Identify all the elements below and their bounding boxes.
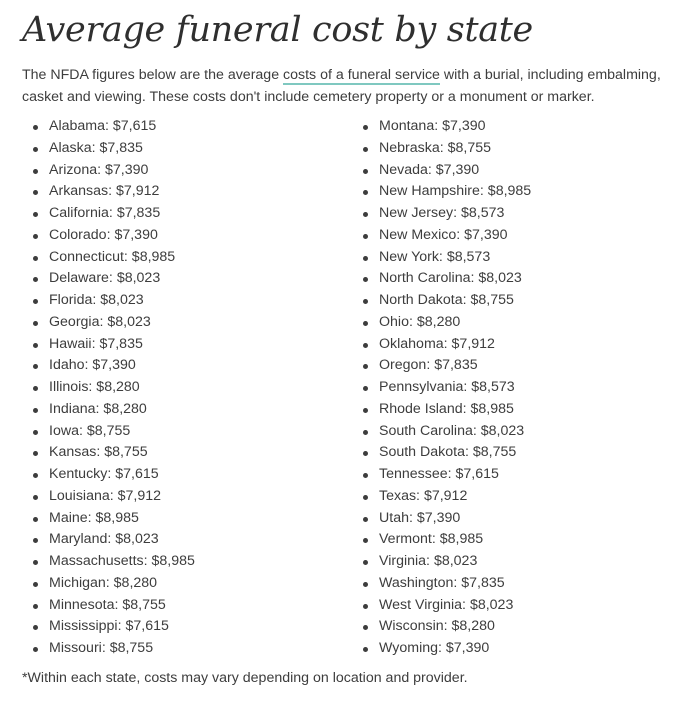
bullet-icon xyxy=(363,190,368,195)
bullet-icon xyxy=(33,604,38,609)
intro-text-after: with a burial, including embalming, casket and viewing. These costs don't include cemetery property or a monument or marker. xyxy=(22,67,661,105)
list-item xyxy=(30,247,195,269)
list-item xyxy=(360,421,531,443)
list-item xyxy=(30,442,195,464)
list-item xyxy=(360,355,531,377)
list-item xyxy=(30,486,195,508)
state-cost-text: Virginia: $8,023 xyxy=(379,553,478,569)
bullet-icon xyxy=(363,625,368,630)
list-item xyxy=(30,551,195,573)
bullet-icon xyxy=(363,604,368,609)
state-cost-text: North Dakota: $8,755 xyxy=(379,292,514,308)
bullet-icon xyxy=(33,386,38,391)
bullet-icon xyxy=(363,212,368,217)
state-cost-text: Rhode Island: $8,985 xyxy=(379,400,514,417)
list-item xyxy=(360,290,531,312)
state-list-right xyxy=(360,116,531,660)
bullet-icon xyxy=(33,277,38,282)
list-item xyxy=(360,203,531,225)
bullet-icon xyxy=(363,234,368,239)
bullet-icon xyxy=(33,364,38,369)
state-cost-text: Texas: $7,912 xyxy=(379,487,468,504)
state-cost-text: Tennessee: $7,615 xyxy=(379,466,499,482)
state-cost-text: Florida: $8,023 xyxy=(49,292,144,308)
state-cost-lists xyxy=(22,116,682,656)
list-item xyxy=(360,247,531,269)
list-item xyxy=(360,616,531,638)
page-title: Average funeral cost by state xyxy=(22,10,533,50)
list-item xyxy=(360,377,531,399)
bullet-icon xyxy=(33,451,38,456)
bullet-icon xyxy=(33,190,38,195)
state-cost-text: Montana: $7,390 xyxy=(379,118,486,134)
state-cost-text: South Carolina: $8,023 xyxy=(379,422,525,439)
state-cost-text: Massachusetts: $8,985 xyxy=(49,553,195,569)
bullet-icon xyxy=(363,451,368,456)
list-item xyxy=(30,334,195,356)
list-item xyxy=(360,464,531,486)
list-item xyxy=(30,355,195,377)
bullet-icon xyxy=(33,321,38,326)
bullet-icon xyxy=(33,560,38,565)
list-item xyxy=(30,595,195,617)
bullet-icon xyxy=(363,582,368,587)
bullet-icon xyxy=(363,647,368,652)
intro-text-before: The NFDA figures below are the average xyxy=(22,67,284,83)
state-cost-text: Alaska: $7,835 xyxy=(49,139,143,156)
list-item xyxy=(360,160,531,182)
bullet-icon xyxy=(33,495,38,500)
bullet-icon xyxy=(33,625,38,630)
state-cost-text: Oklahoma: $7,912 xyxy=(379,335,495,352)
state-cost-text: Missouri: $8,755 xyxy=(49,640,154,656)
state-cost-text: Ohio: $8,280 xyxy=(379,313,461,330)
list-item xyxy=(30,268,195,290)
list-item xyxy=(30,203,195,225)
state-cost-text: Arkansas: $7,912 xyxy=(49,183,160,200)
bullet-icon xyxy=(363,169,368,174)
list-item xyxy=(30,138,195,160)
state-cost-text: Kansas: $8,755 xyxy=(49,444,148,461)
bullet-icon xyxy=(363,256,368,261)
bullet-icon xyxy=(33,517,38,522)
state-cost-text: New Hampshire: $8,985 xyxy=(379,183,532,200)
bullet-icon xyxy=(363,430,368,435)
bullet-icon xyxy=(33,299,38,304)
list-item xyxy=(30,160,195,182)
bullet-icon xyxy=(363,408,368,413)
list-item xyxy=(30,377,195,399)
state-cost-text: Michigan: $8,280 xyxy=(49,574,158,591)
bullet-icon xyxy=(363,343,368,348)
state-cost-text: Idaho: $7,390 xyxy=(49,357,136,374)
list-item xyxy=(360,334,531,356)
bullet-icon xyxy=(33,256,38,261)
state-cost-text: Maine: $8,985 xyxy=(49,509,139,526)
list-item xyxy=(30,399,195,421)
list-item xyxy=(30,638,195,660)
list-item xyxy=(360,638,531,660)
bullet-icon xyxy=(363,299,368,304)
list-item xyxy=(360,595,531,617)
state-cost-text: Kentucky: $7,615 xyxy=(49,466,159,482)
list-item xyxy=(360,529,531,551)
state-cost-text: Minnesota: $8,755 xyxy=(49,596,166,613)
list-item xyxy=(360,551,531,573)
bullet-icon xyxy=(33,582,38,587)
bullet-icon xyxy=(363,321,368,326)
bullet-icon xyxy=(363,364,368,369)
bullet-icon xyxy=(33,125,38,130)
state-cost-text: Iowa: $8,755 xyxy=(49,422,131,439)
list-item xyxy=(30,529,195,551)
bullet-icon xyxy=(363,386,368,391)
state-cost-text: Vermont: $8,985 xyxy=(379,531,484,548)
bullet-icon xyxy=(33,234,38,239)
bullet-icon xyxy=(33,430,38,435)
intro-paragraph xyxy=(22,64,682,108)
bullet-icon xyxy=(33,147,38,152)
state-cost-text: Hawaii: $7,835 xyxy=(49,335,143,352)
list-item xyxy=(360,268,531,290)
list-item xyxy=(30,312,195,334)
list-item xyxy=(30,290,195,312)
state-cost-text: Oregon: $7,835 xyxy=(379,357,478,374)
bullet-icon xyxy=(33,343,38,348)
state-cost-text: Maryland: $8,023 xyxy=(49,531,159,548)
list-item xyxy=(360,399,531,421)
state-cost-text: Mississippi: $7,615 xyxy=(49,618,169,635)
list-item xyxy=(360,508,531,530)
list-item xyxy=(30,116,195,138)
bullet-icon xyxy=(33,647,38,652)
state-cost-text: Delaware: $8,023 xyxy=(49,270,161,287)
state-cost-text: Wisconsin: $8,280 xyxy=(379,618,495,635)
footnote: *Within each state, costs may vary depending on location and provider. xyxy=(22,670,468,686)
bullet-icon xyxy=(363,277,368,282)
state-cost-text: California: $7,835 xyxy=(49,205,161,221)
state-cost-text: Connecticut: $8,985 xyxy=(49,248,176,265)
bullet-icon xyxy=(363,125,368,130)
bullet-icon xyxy=(363,495,368,500)
list-item xyxy=(360,225,531,247)
bullet-icon xyxy=(363,147,368,152)
state-cost-text: Louisiana: $7,912 xyxy=(49,487,162,504)
list-item xyxy=(360,442,531,464)
bullet-icon xyxy=(33,408,38,413)
state-cost-text: Colorado: $7,390 xyxy=(49,226,158,243)
list-item xyxy=(30,225,195,247)
list-item xyxy=(30,421,195,443)
list-item xyxy=(360,486,531,508)
article xyxy=(22,0,682,656)
state-cost-text: Georgia: $8,023 xyxy=(49,313,151,330)
list-item xyxy=(30,181,195,203)
funeral-costs-link[interactable]: costs of a funeral service xyxy=(283,67,440,83)
list-item xyxy=(360,312,531,334)
list-item xyxy=(30,573,195,595)
state-cost-text: Alabama: $7,615 xyxy=(49,118,157,134)
bullet-icon xyxy=(363,560,368,565)
state-cost-text: North Carolina: $8,023 xyxy=(379,270,522,287)
list-item xyxy=(360,573,531,595)
state-cost-text: New York: $8,573 xyxy=(379,248,491,265)
state-cost-text: Arizona: $7,390 xyxy=(49,161,149,178)
state-cost-text: Illinois: $8,280 xyxy=(49,379,140,395)
state-cost-text: South Dakota: $8,755 xyxy=(379,444,517,461)
state-cost-text: New Jersey: $8,573 xyxy=(379,205,505,221)
state-cost-text: Wyoming: $7,390 xyxy=(379,640,490,656)
state-cost-text: New Mexico: $7,390 xyxy=(379,226,508,243)
list-item xyxy=(30,616,195,638)
state-list-left xyxy=(30,116,195,660)
bullet-icon xyxy=(33,538,38,543)
state-cost-text: Washington: $7,835 xyxy=(379,574,505,591)
bullet-icon xyxy=(33,473,38,478)
bullet-icon xyxy=(33,212,38,217)
state-cost-text: Nevada: $7,390 xyxy=(379,161,480,178)
state-cost-text: West Virginia: $8,023 xyxy=(379,596,514,613)
bullet-icon xyxy=(363,538,368,543)
list-item xyxy=(360,181,531,203)
bullet-icon xyxy=(33,169,38,174)
list-item xyxy=(30,508,195,530)
state-cost-text: Nebraska: $8,755 xyxy=(379,139,491,156)
list-item xyxy=(360,138,531,160)
state-cost-text: Pennsylvania: $8,573 xyxy=(379,379,515,395)
state-cost-text: Utah: $7,390 xyxy=(379,509,461,526)
bullet-icon xyxy=(363,473,368,478)
list-item xyxy=(30,464,195,486)
state-cost-text: Indiana: $8,280 xyxy=(49,400,147,417)
bullet-icon xyxy=(363,517,368,522)
list-item xyxy=(360,116,531,138)
